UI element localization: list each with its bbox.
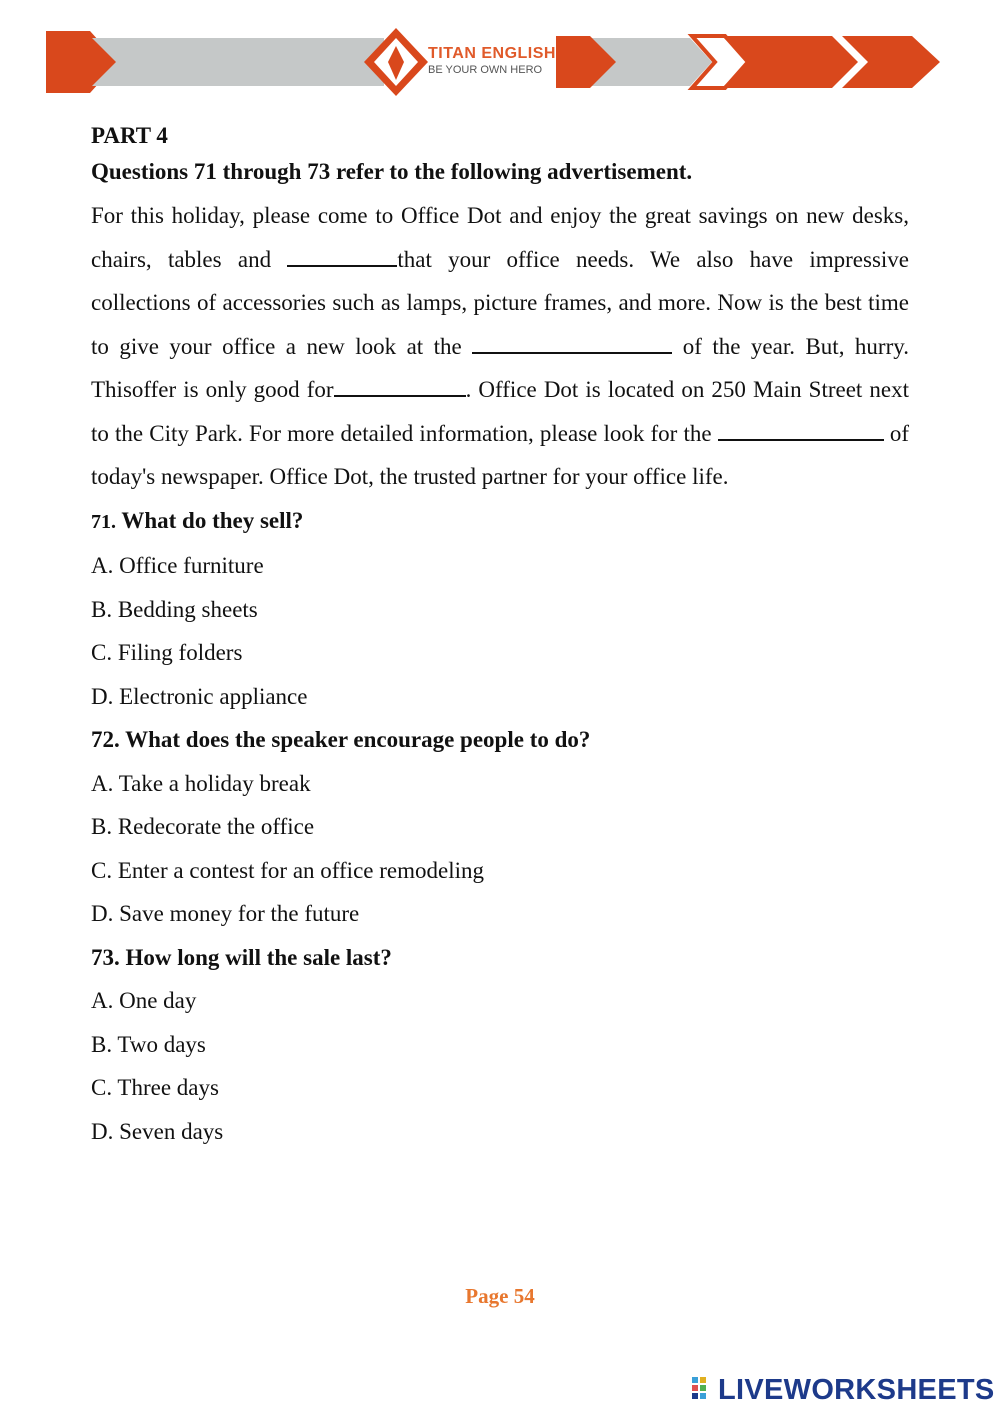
option-d[interactable]: D. Seven days xyxy=(91,1118,224,1144)
part-title: PART 4 xyxy=(91,123,168,148)
question-73 xyxy=(91,936,909,1154)
blank-3[interactable] xyxy=(334,371,466,397)
passage-text-4: . Office Dot is located on 250 Main Street next to the City Park. For more detailed information, please look for the xyxy=(91,377,909,446)
advertisement-passage xyxy=(91,194,909,499)
option-b[interactable]: B. Bedding sheets xyxy=(91,596,258,622)
question-text: What do they sell? xyxy=(116,507,304,533)
brand-text xyxy=(428,45,556,77)
question-text: How long will the sale last? xyxy=(119,944,392,970)
option-b[interactable]: B. Two days xyxy=(91,1031,206,1057)
worksheet-content xyxy=(91,118,909,1153)
question-number: 72. xyxy=(91,727,120,752)
question-stem xyxy=(91,936,909,980)
header-banner xyxy=(0,0,1000,110)
passage-text-3: of the year. But, hurry. Thisoffer is only good for xyxy=(91,333,909,402)
option-a[interactable]: A. One day xyxy=(91,988,197,1013)
option-d[interactable]: D. Electronic appliance xyxy=(91,683,308,709)
passage-text-2: that your office needs. We also have impressive collections of accessories such as lamps, picture frames, and more. Now is the best time to give your office a new look at the xyxy=(91,246,909,359)
blank-2[interactable] xyxy=(472,328,672,354)
brand-tagline: BE YOUR OWN HERO xyxy=(428,64,543,76)
question-number: 73. xyxy=(91,944,120,970)
question-text: What does the speaker encourage people to do? xyxy=(119,727,591,752)
brand-name: TITAN ENGLISH xyxy=(428,45,556,62)
banner-gray-band xyxy=(92,38,406,86)
liveworksheets-watermark xyxy=(692,1372,995,1408)
page-number: Page 54 xyxy=(465,1284,535,1308)
option-a[interactable]: A. Take a holiday break xyxy=(91,770,311,796)
question-number: 71. xyxy=(91,510,116,533)
option-a[interactable]: A. Office furniture xyxy=(91,553,264,578)
option-d[interactable]: D. Save money for the future xyxy=(91,901,360,926)
option-c[interactable]: C. Three days xyxy=(91,1075,219,1100)
option-b[interactable]: B. Redecorate the office xyxy=(91,814,315,839)
passage-text-1: For this holiday, please come to Office Dot and enjoy the great savings on new desks, chairs, tables and xyxy=(91,203,909,272)
option-c[interactable]: C. Enter a contest for an office remodeling xyxy=(91,857,484,883)
question-stem xyxy=(91,718,909,762)
blank-4[interactable] xyxy=(718,415,884,441)
passage-text-5: of today's newspaper. Office Dot, the trusted partner for your office life. xyxy=(91,420,909,489)
liveworksheets-logo-icon xyxy=(692,1377,714,1403)
option-c[interactable]: C. Filing folders xyxy=(91,640,243,665)
blank-1[interactable] xyxy=(287,241,397,267)
directions: Questions 71 through 73 refer to the following advertisement. xyxy=(91,159,693,184)
question-stem xyxy=(91,499,909,545)
watermark-text: LIVEWORKSHEETS xyxy=(718,1373,995,1406)
question-72 xyxy=(91,718,909,936)
question-71 xyxy=(91,499,909,719)
